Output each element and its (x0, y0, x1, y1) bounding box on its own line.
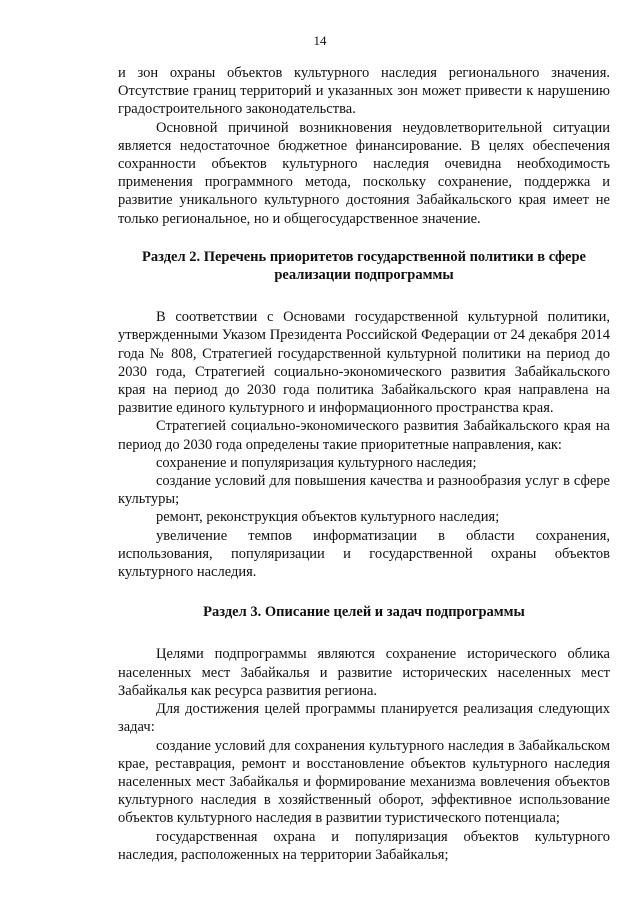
section-2-list-item: ремонт, реконструкция объектов культурного наследия; (156, 509, 500, 526)
section-2-list-item: сохранение и популяризация культурного наследия; (156, 454, 477, 471)
section-3-title: Раздел 3. Описание целей и задач подпрограммы (203, 604, 525, 621)
section-2-paragraph: Стратегией социально-экономического развития Забайкальского края на период до 2030 года определены такие приоритетные направления, как: (118, 418, 610, 453)
section-2-list-item: увеличение темпов информатизации в области сохранения, использования, популяризации и государственной охраны объектов культурного наследия. (118, 527, 610, 581)
intro-paragraph-2: Основной причиной возникновения неудовлетворительной ситуации является недостаточное бюджетное финансирование. В целях обеспечения сохранности объектов культурного наследия очевидна необходимость применения программного метода, поскольку сохранение, поддержка и развитие уникального культурного достояния Забайкальского края имеет не только региональное, но и общегосударственное значение. (118, 119, 610, 227)
section-3-paragraph: Целями подпрограммы являются сохранение исторического облика населенных мест Забайкалья и развитие исторических населенных мест Забайкалья как ресурса развития региона. (118, 646, 610, 699)
intro-paragraph-1: и зон охраны объектов культурного наследия регионального значения. Отсутствие границ территорий и указанных зон может привести к нарушению градостроительного законодательства. (118, 65, 610, 118)
section-2-title: Раздел 2. Перечень приоритетов государственной политики в сфере реализации подпрограммы (142, 248, 586, 284)
section-3-list-item: государственная охрана и популяризация объектов культурного наследия, расположенных на территории Забайкалья; (118, 828, 610, 863)
document-body (118, 64, 610, 864)
section-3-paragraph: Для достижения целей программы планируется реализация следующих задач: (118, 701, 610, 736)
section-2-list-item: создание условий для повышения качества и разнообразия услуг в сфере культуры; (118, 473, 610, 508)
section-2-paragraph: В соответствии с Основами государственной культурной политики, утвержденными Указом Президента Российской Федерации от 24 декабря 2014 года № 808, Стратегией государственной культурной политики на период до 2030 года, Стратегией социально-экономического развития Забайкальского края на период до 2030 года политика Забайкальского края направлена на развитие единого культурного и информационного пространства края. (118, 309, 610, 417)
page-number: 14 (313, 33, 327, 48)
section-3-list-item: создание условий для сохранения культурного наследия в Забайкальском крае, реставрация, ремонт и восстановление объектов культурного наследия населенных мест Забайкалья и формирование механизма вовлечения объектов культурного наследия в хозяйственный оборот, эффективное использование объектов культурного наследия в развитии туристического потенциала; (118, 737, 610, 827)
